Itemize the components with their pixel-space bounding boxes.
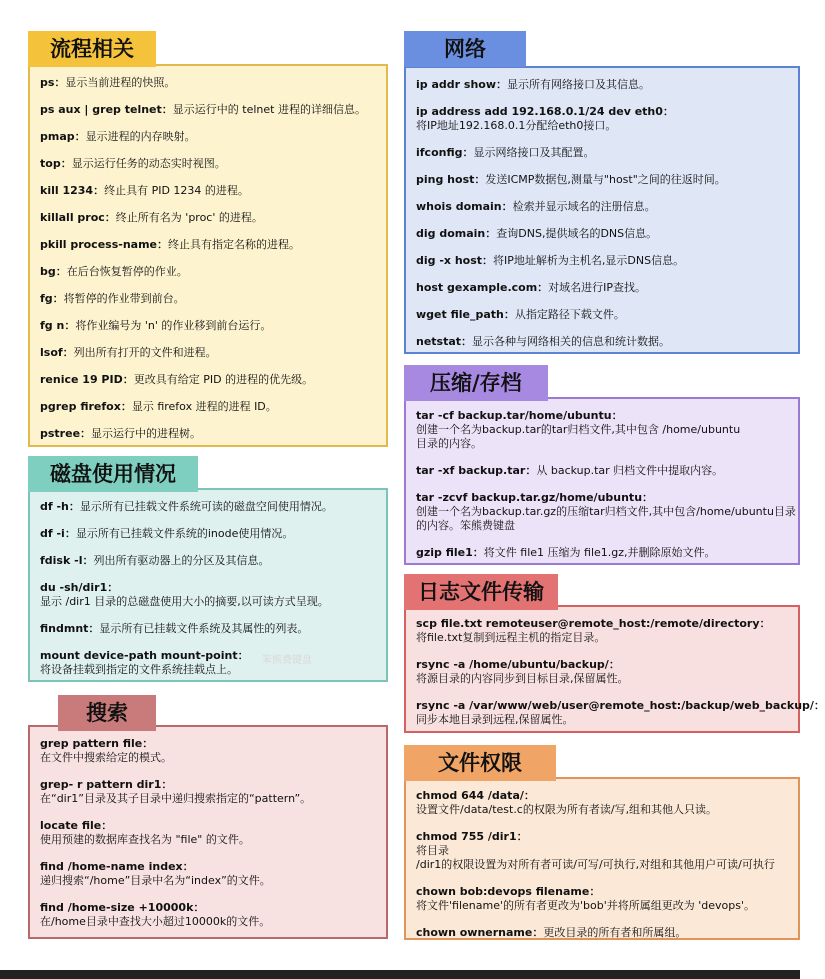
command-name: wget file_path bbox=[416, 308, 504, 321]
command-separator: ： bbox=[68, 500, 80, 513]
command-entry bbox=[416, 699, 825, 727]
command-separator: ： bbox=[82, 554, 94, 567]
command-description: 检索并显示域名的注册信息。 bbox=[512, 200, 656, 213]
disk-card bbox=[28, 488, 388, 682]
command-entry bbox=[416, 546, 788, 560]
command-description: 使用预建的数据库查找名为 "file" 的文件。 bbox=[40, 833, 250, 846]
command-entry bbox=[416, 308, 788, 322]
command-name: ps aux | grep telnet bbox=[40, 103, 162, 116]
command-separator: ： bbox=[60, 157, 72, 170]
command-description: 创建一个名为backup.tar.gz的压缩tar归档文件,其中包含/home/ubuntu目录 bbox=[416, 505, 796, 518]
process-card bbox=[28, 64, 388, 447]
command-separator: ： bbox=[101, 819, 113, 832]
command-entry bbox=[40, 778, 376, 806]
command-description: 显示所有已挂载文件系统及其属性的列表。 bbox=[99, 622, 309, 635]
command-name: fg n bbox=[40, 319, 65, 332]
command-separator: ： bbox=[501, 200, 513, 213]
command-name: killall proc bbox=[40, 211, 105, 224]
command-description: 列出所有打开的文件和进程。 bbox=[73, 346, 217, 359]
archive-card bbox=[404, 397, 800, 565]
command-description: /dir1的权限设置为对所有者可读/可写/可执行,对组和其他用户可读/可执行 bbox=[416, 858, 775, 871]
command-description: 显示所有已挂载文件系统的inode使用情况。 bbox=[75, 527, 294, 540]
command-separator: ： bbox=[642, 491, 654, 504]
command-name: dig domain bbox=[416, 227, 486, 240]
command-entry bbox=[416, 617, 788, 645]
command-description: 在后台恢复暂停的作业。 bbox=[66, 265, 188, 278]
command-separator: ： bbox=[88, 622, 100, 635]
command-separator: ： bbox=[142, 737, 154, 750]
command-name: ip address add 192.168.0.1/24 dev eth0 bbox=[416, 105, 663, 118]
command-entry bbox=[40, 211, 376, 225]
command-separator: ： bbox=[107, 581, 119, 594]
command-name: rsync -a /var/www/web/user@remote_host:/backup/web_backup/ bbox=[416, 699, 814, 712]
command-description: 终止具有 PID 1234 的进程。 bbox=[104, 184, 249, 197]
command-entry bbox=[40, 901, 376, 929]
command-separator: ： bbox=[516, 830, 528, 843]
command-description: 同步本地目录到远程,保留属性。 bbox=[416, 713, 574, 726]
command-name: pkill process-name bbox=[40, 238, 158, 251]
command-separator: ： bbox=[472, 546, 484, 559]
command-separator: ： bbox=[161, 778, 173, 791]
command-name: find /home-size +10000k bbox=[40, 901, 194, 914]
command-description: 将file.txt复制到远程主机的指定目录。 bbox=[416, 631, 606, 644]
command-separator: ： bbox=[55, 265, 67, 278]
command-name: tar -xf backup.tar bbox=[416, 464, 526, 477]
command-entry bbox=[40, 130, 376, 144]
command-entry bbox=[416, 926, 788, 940]
command-separator: ： bbox=[496, 78, 507, 91]
command-separator: ： bbox=[608, 658, 620, 671]
command-entry bbox=[416, 409, 788, 451]
command-description: 的内容。笨熊费键盘 bbox=[416, 519, 515, 532]
command-entry bbox=[40, 581, 376, 609]
permission-card bbox=[404, 777, 800, 940]
command-separator: ： bbox=[503, 308, 515, 321]
command-description: 在文件中搜索给定的模式。 bbox=[40, 751, 172, 764]
command-description: 将IP地址192.168.0.1分配给eth0接口。 bbox=[416, 119, 617, 132]
log-transfer-title: 日志文件传输 bbox=[404, 574, 558, 610]
permission-list bbox=[406, 779, 798, 959]
command-separator: ： bbox=[93, 184, 105, 197]
command-description: 从 backup.tar 归档文件中提取内容。 bbox=[536, 464, 724, 477]
command-name: tar -zcvf backup.tar.gz/home/ubuntu bbox=[416, 491, 643, 504]
command-entry bbox=[416, 491, 796, 533]
command-name: grep- r pattern dir1 bbox=[40, 778, 162, 791]
command-description: 终止所有名为 'proc' 的进程。 bbox=[115, 211, 263, 224]
disk-list bbox=[30, 490, 386, 696]
command-name: du -sh/dir1 bbox=[40, 581, 108, 594]
command-description: 创建一个名为backup.tar的tar归档文件,其中包含 /home/ubuntu bbox=[416, 423, 741, 436]
command-entry bbox=[416, 227, 788, 241]
command-name: host gexample.com bbox=[416, 281, 538, 294]
command-description: 终止具有指定名称的进程。 bbox=[168, 238, 301, 251]
command-separator: ： bbox=[54, 76, 66, 89]
command-name: grep pattern file bbox=[40, 737, 143, 750]
command-description: 将文件'filename'的所有者更改为'bob'并将所属组更改为 'devops'。 bbox=[416, 899, 755, 912]
command-separator: ： bbox=[64, 527, 76, 540]
command-description: 发送ICMP数据包,测量与"host"之间的往返时间。 bbox=[485, 173, 726, 186]
command-description: 将IP地址解析为主机名,显示DNS信息。 bbox=[493, 254, 685, 267]
command-separator: ： bbox=[759, 617, 771, 630]
command-name: locate file bbox=[40, 819, 102, 832]
command-separator: ： bbox=[157, 238, 169, 251]
command-name: dig -x host bbox=[416, 254, 483, 267]
command-name: netstat bbox=[416, 335, 462, 348]
command-description: 更改目录的所有者和所属组。 bbox=[543, 926, 687, 939]
log-transfer-list bbox=[406, 607, 825, 746]
log-transfer-card bbox=[404, 605, 825, 733]
command-separator: ： bbox=[74, 130, 86, 143]
command-entry bbox=[40, 346, 376, 360]
command-description: 查询DNS,提供域名的DNS信息。 bbox=[496, 227, 658, 240]
command-entry bbox=[40, 184, 376, 198]
command-entry bbox=[40, 400, 376, 414]
command-description: 将暂停的作业带到前台。 bbox=[63, 292, 185, 305]
network-card bbox=[404, 66, 800, 354]
command-entry bbox=[416, 78, 788, 92]
command-entry bbox=[416, 335, 788, 349]
command-entry bbox=[40, 554, 376, 568]
command-separator: ： bbox=[813, 699, 825, 712]
command-name: fg bbox=[40, 292, 53, 305]
command-name: kill 1234 bbox=[40, 184, 94, 197]
command-name: whois domain bbox=[416, 200, 502, 213]
command-separator: ： bbox=[611, 409, 623, 422]
command-name: chmod 644 /data/ bbox=[416, 789, 524, 802]
command-separator: ： bbox=[461, 335, 473, 348]
command-description: 从指定路径下载文件。 bbox=[514, 308, 625, 321]
command-separator: ： bbox=[104, 211, 116, 224]
command-entry bbox=[40, 238, 376, 252]
archive-list bbox=[406, 399, 798, 579]
command-description: 将目录 bbox=[416, 844, 449, 857]
command-description: 在/home目录中查找大小超过10000k的文件。 bbox=[40, 915, 271, 928]
command-name: lsof bbox=[40, 346, 63, 359]
command-entry bbox=[416, 173, 788, 187]
command-separator: ： bbox=[62, 346, 74, 359]
command-description: 目录的内容。 bbox=[416, 437, 482, 450]
command-description: 在“dir1”目录及其子目录中递归搜索指定的“pattern”。 bbox=[40, 792, 312, 805]
command-name: ping host bbox=[416, 173, 475, 186]
command-entry bbox=[40, 649, 376, 677]
command-separator: ： bbox=[193, 901, 205, 914]
command-name: fdisk -l bbox=[40, 554, 83, 567]
command-entry bbox=[416, 281, 788, 295]
command-separator: ： bbox=[182, 860, 194, 873]
command-entry bbox=[40, 76, 376, 90]
command-name: gzip file1 bbox=[416, 546, 473, 559]
command-separator: ： bbox=[237, 649, 249, 662]
disk-title: 磁盘使用情况 bbox=[28, 456, 198, 492]
command-separator: ： bbox=[161, 103, 173, 116]
command-description: 将文件 file1 压缩为 file1.gz,并删除原始文件。 bbox=[483, 546, 716, 559]
command-separator: ： bbox=[485, 227, 497, 240]
permission-title: 文件权限 bbox=[404, 745, 556, 781]
bottom-bar bbox=[0, 970, 800, 979]
command-description: 显示运行中的进程树。 bbox=[91, 427, 202, 440]
network-title: 网络 bbox=[404, 31, 526, 67]
command-name: pgrep firefox bbox=[40, 400, 121, 413]
command-entry bbox=[40, 737, 376, 765]
command-description: 显示 /dir1 目录的总磁盘使用大小的摘要,以可读方式呈现。 bbox=[40, 595, 329, 608]
command-description: 显示网络接口及其配置。 bbox=[473, 146, 595, 159]
command-name: find /home-name index bbox=[40, 860, 183, 873]
command-separator: ： bbox=[537, 281, 549, 294]
command-entry bbox=[40, 819, 376, 847]
command-separator: ： bbox=[474, 173, 486, 186]
command-entry bbox=[416, 464, 788, 478]
command-entry bbox=[40, 427, 376, 441]
command-description: 显示运行任务的动态实时视图。 bbox=[71, 157, 226, 170]
search-title: 搜索 bbox=[58, 695, 156, 731]
command-entry bbox=[40, 319, 376, 333]
command-entry bbox=[416, 146, 788, 160]
command-separator: ： bbox=[523, 789, 535, 802]
command-name: ip addr show bbox=[416, 78, 496, 91]
command-entry bbox=[40, 292, 376, 306]
command-description: 显示 firefox 进程的进程 ID。 bbox=[131, 400, 277, 413]
process-title: 流程相关 bbox=[28, 31, 156, 67]
command-name: df -i bbox=[40, 527, 65, 540]
command-description: 显示所有已挂载文件系统可读的磁盘空间使用情况。 bbox=[79, 500, 333, 513]
command-name: pmap bbox=[40, 130, 75, 143]
command-name: pstree bbox=[40, 427, 81, 440]
command-description: 更改具有给定 PID 的进程的优先级。 bbox=[133, 373, 314, 386]
command-description: 显示所有网络接口及其信息。 bbox=[507, 78, 650, 91]
command-separator: ： bbox=[462, 146, 474, 159]
command-name: ifconfig bbox=[416, 146, 463, 159]
command-entry bbox=[40, 265, 376, 279]
command-description: 显示各种与网络相关的信息和统计数据。 bbox=[472, 335, 671, 348]
command-separator: ： bbox=[122, 373, 134, 386]
command-entry bbox=[40, 500, 376, 514]
command-separator: ： bbox=[525, 464, 537, 477]
command-name: renice 19 PID bbox=[40, 373, 123, 386]
command-name: top bbox=[40, 157, 61, 170]
command-entry bbox=[416, 105, 788, 133]
command-name: ps bbox=[40, 76, 55, 89]
command-description: 显示运行中的 telnet 进程的详细信息。 bbox=[172, 103, 366, 116]
command-entry bbox=[416, 200, 788, 214]
command-entry bbox=[40, 373, 376, 387]
command-name: df -h bbox=[40, 500, 69, 513]
command-entry bbox=[40, 622, 376, 636]
command-name: findmnt bbox=[40, 622, 89, 635]
command-name: scp file.txt remoteuser@remote_host:/remote/directory bbox=[416, 617, 760, 630]
command-separator: ： bbox=[589, 885, 601, 898]
command-description: 设置文件/data/test.c的权限为所有者读/写,组和其他人只读。 bbox=[416, 803, 718, 816]
command-name: chown bob:devops filename bbox=[416, 885, 590, 898]
command-entry bbox=[416, 885, 788, 913]
command-name: bg bbox=[40, 265, 56, 278]
command-description: 显示进程的内存映射。 bbox=[85, 130, 196, 143]
command-entry bbox=[416, 658, 788, 686]
command-name: tar -cf backup.tar/home/ubuntu bbox=[416, 409, 612, 422]
command-name: chown ownername bbox=[416, 926, 533, 939]
command-description: 递归搜索“/home”目录中名为“index”的文件。 bbox=[40, 874, 271, 887]
command-separator: ： bbox=[532, 926, 544, 939]
command-separator: ： bbox=[52, 292, 64, 305]
command-separator: ： bbox=[80, 427, 92, 440]
command-description: 列出所有驱动器上的分区及其信息。 bbox=[93, 554, 270, 567]
command-description: 将作业编号为 'n' 的作业移到前台运行。 bbox=[75, 319, 272, 332]
command-separator: ： bbox=[120, 400, 132, 413]
command-description: 对域名进行IP查找。 bbox=[548, 281, 647, 294]
command-entry bbox=[416, 254, 788, 268]
network-list bbox=[406, 68, 798, 368]
watermark: 笨熊费键盘 bbox=[262, 655, 312, 666]
command-description: 显示当前进程的快照。 bbox=[65, 76, 176, 89]
command-entry bbox=[40, 157, 376, 171]
search-list bbox=[30, 727, 386, 948]
command-name: mount device-path mount-point bbox=[40, 649, 238, 662]
command-name: chmod 755 /dir1 bbox=[416, 830, 517, 843]
archive-title: 压缩/存档 bbox=[404, 365, 548, 401]
command-entry bbox=[416, 789, 788, 817]
command-entry bbox=[40, 860, 376, 888]
command-description: 将设备挂载到指定的文件系统挂载点上。 bbox=[40, 663, 238, 676]
search-card bbox=[28, 725, 388, 939]
command-entry bbox=[40, 527, 376, 541]
command-separator: ： bbox=[64, 319, 76, 332]
command-entry bbox=[416, 830, 788, 872]
process-list bbox=[30, 66, 386, 460]
command-description: 将源目录的内容同步到目标目录,保留属性。 bbox=[416, 672, 629, 685]
command-entry bbox=[40, 103, 376, 117]
command-name: rsync -a /home/ubuntu/backup/ bbox=[416, 658, 609, 671]
command-separator: ： bbox=[662, 105, 674, 118]
command-separator: ： bbox=[482, 254, 494, 267]
